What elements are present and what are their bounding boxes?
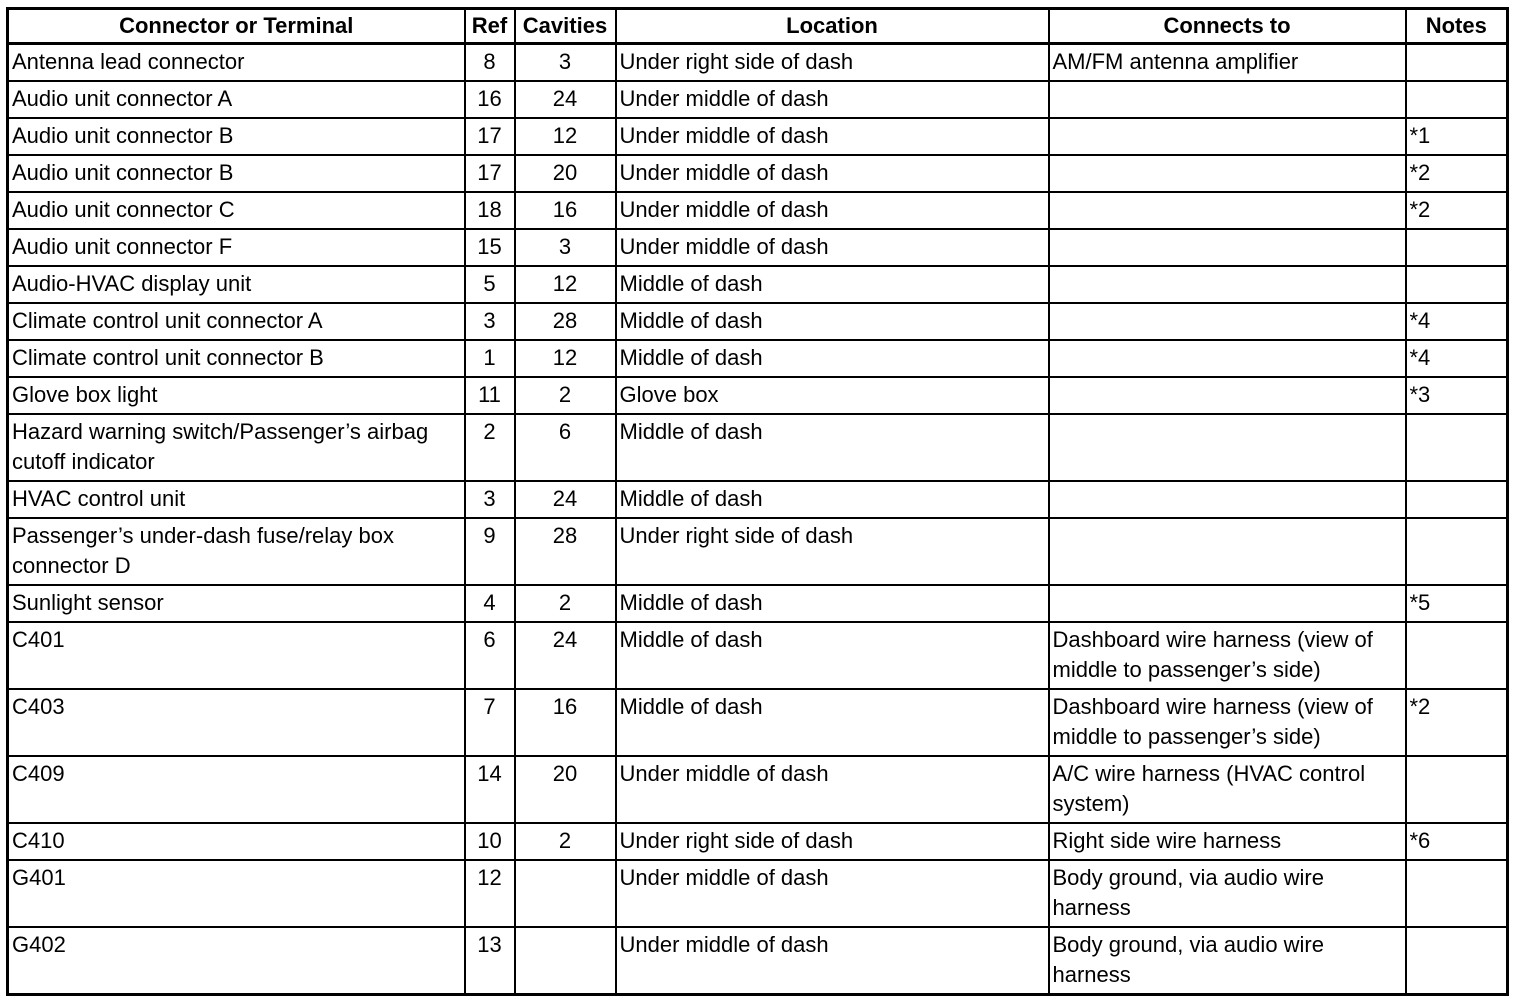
cell-notes: *4 xyxy=(1406,303,1508,340)
cell-notes: *1 xyxy=(1406,118,1508,155)
table-row xyxy=(8,585,1508,622)
cell-location: Under right side of dash xyxy=(616,44,1049,82)
cell-connects-to xyxy=(1049,481,1406,518)
cell-notes xyxy=(1406,229,1508,266)
cell-location: Under middle of dash xyxy=(616,118,1049,155)
cell-notes: *2 xyxy=(1406,192,1508,229)
cell-location: Middle of dash xyxy=(616,340,1049,377)
cell-ref: 9 xyxy=(465,518,515,585)
cell-location: Under middle of dash xyxy=(616,756,1049,823)
cell-cavities: 16 xyxy=(515,689,616,756)
cell-notes xyxy=(1406,81,1508,118)
cell-ref: 3 xyxy=(465,481,515,518)
cell-notes: *4 xyxy=(1406,340,1508,377)
cell-connector: Hazard warning switch/Passenger’s airbag cutoff indicator xyxy=(8,414,465,481)
cell-ref: 11 xyxy=(465,377,515,414)
cell-location: Under middle of dash xyxy=(616,927,1049,995)
cell-connector: C403 xyxy=(8,689,465,756)
cell-ref: 14 xyxy=(465,756,515,823)
table-row xyxy=(8,481,1508,518)
cell-connector: Audio unit connector B xyxy=(8,118,465,155)
cell-ref: 15 xyxy=(465,229,515,266)
cell-connector: Sunlight sensor xyxy=(8,585,465,622)
cell-ref: 13 xyxy=(465,927,515,995)
cell-location: Under middle of dash xyxy=(616,192,1049,229)
table-row xyxy=(8,689,1508,756)
cell-notes xyxy=(1406,266,1508,303)
cell-ref: 5 xyxy=(465,266,515,303)
table-row xyxy=(8,229,1508,266)
cell-location: Under right side of dash xyxy=(616,823,1049,860)
cell-notes: *2 xyxy=(1406,689,1508,756)
cell-location: Middle of dash xyxy=(616,585,1049,622)
cell-connects-to: Body ground, via audio wire harness xyxy=(1049,927,1406,995)
cell-cavities: 3 xyxy=(515,229,616,266)
cell-connects-to xyxy=(1049,118,1406,155)
cell-cavities: 24 xyxy=(515,622,616,689)
cell-connector: Climate control unit connector B xyxy=(8,340,465,377)
cell-notes: *6 xyxy=(1406,823,1508,860)
cell-ref: 6 xyxy=(465,622,515,689)
cell-cavities: 2 xyxy=(515,585,616,622)
table-row xyxy=(8,860,1508,927)
cell-connector: Passenger’s under-dash fuse/relay box connector D xyxy=(8,518,465,585)
cell-connector: C409 xyxy=(8,756,465,823)
table-row xyxy=(8,340,1508,377)
cell-cavities xyxy=(515,860,616,927)
cell-connects-to xyxy=(1049,81,1406,118)
table-row xyxy=(8,622,1508,689)
cell-location: Middle of dash xyxy=(616,303,1049,340)
cell-ref: 16 xyxy=(465,81,515,118)
cell-ref: 2 xyxy=(465,414,515,481)
cell-cavities: 28 xyxy=(515,303,616,340)
cell-connector: Audio unit connector B xyxy=(8,155,465,192)
cell-notes: *2 xyxy=(1406,155,1508,192)
cell-ref: 1 xyxy=(465,340,515,377)
header-cavities: Cavities xyxy=(515,9,616,44)
cell-cavities: 12 xyxy=(515,118,616,155)
cell-cavities: 24 xyxy=(515,81,616,118)
cell-ref: 7 xyxy=(465,689,515,756)
table-row xyxy=(8,756,1508,823)
cell-notes: *3 xyxy=(1406,377,1508,414)
cell-location: Middle of dash xyxy=(616,689,1049,756)
cell-cavities: 2 xyxy=(515,377,616,414)
header-connector: Connector or Terminal xyxy=(8,9,465,44)
cell-connects-to: Dashboard wire harness (view of middle to passenger’s side) xyxy=(1049,622,1406,689)
cell-connector: Glove box light xyxy=(8,377,465,414)
cell-notes xyxy=(1406,518,1508,585)
cell-connects-to xyxy=(1049,377,1406,414)
cell-cavities: 3 xyxy=(515,44,616,82)
cell-connector: C410 xyxy=(8,823,465,860)
cell-connects-to: A/C wire harness (HVAC control system) xyxy=(1049,756,1406,823)
header-ref: Ref xyxy=(465,9,515,44)
table-row xyxy=(8,44,1508,82)
cell-ref: 18 xyxy=(465,192,515,229)
cell-location: Middle of dash xyxy=(616,414,1049,481)
cell-ref: 12 xyxy=(465,860,515,927)
cell-location: Under middle of dash xyxy=(616,155,1049,192)
table-body xyxy=(8,44,1508,995)
cell-ref: 10 xyxy=(465,823,515,860)
cell-connects-to: Dashboard wire harness (view of middle to passenger’s side) xyxy=(1049,689,1406,756)
table-row xyxy=(8,927,1508,995)
cell-connector: G402 xyxy=(8,927,465,995)
cell-location: Under middle of dash xyxy=(616,860,1049,927)
cell-notes xyxy=(1406,44,1508,82)
cell-connector: Climate control unit connector A xyxy=(8,303,465,340)
cell-location: Under middle of dash xyxy=(616,81,1049,118)
cell-ref: 8 xyxy=(465,44,515,82)
cell-location: Glove box xyxy=(616,377,1049,414)
cell-cavities: 28 xyxy=(515,518,616,585)
cell-cavities: 6 xyxy=(515,414,616,481)
table-row xyxy=(8,155,1508,192)
cell-connects-to xyxy=(1049,229,1406,266)
cell-location: Under right side of dash xyxy=(616,518,1049,585)
cell-location: Middle of dash xyxy=(616,481,1049,518)
cell-connector: Audio-HVAC display unit xyxy=(8,266,465,303)
cell-connects-to xyxy=(1049,266,1406,303)
cell-connects-to xyxy=(1049,414,1406,481)
cell-cavities xyxy=(515,927,616,995)
cell-connector: C401 xyxy=(8,622,465,689)
cell-notes xyxy=(1406,927,1508,995)
table-row xyxy=(8,266,1508,303)
cell-connector: HVAC control unit xyxy=(8,481,465,518)
cell-notes xyxy=(1406,622,1508,689)
cell-connector: Audio unit connector C xyxy=(8,192,465,229)
cell-connects-to xyxy=(1049,303,1406,340)
cell-connects-to xyxy=(1049,518,1406,585)
cell-cavities: 20 xyxy=(515,155,616,192)
cell-ref: 4 xyxy=(465,585,515,622)
cell-connector: Audio unit connector F xyxy=(8,229,465,266)
cell-notes xyxy=(1406,481,1508,518)
table-row xyxy=(8,303,1508,340)
cell-connects-to xyxy=(1049,192,1406,229)
cell-ref: 17 xyxy=(465,118,515,155)
cell-connects-to: Right side wire harness xyxy=(1049,823,1406,860)
cell-location: Middle of dash xyxy=(616,266,1049,303)
cell-connects-to: AM/FM antenna amplifier xyxy=(1049,44,1406,82)
header-notes: Notes xyxy=(1406,9,1508,44)
header-row xyxy=(8,9,1508,44)
cell-cavities: 16 xyxy=(515,192,616,229)
cell-location: Middle of dash xyxy=(616,622,1049,689)
header-connects-to: Connects to xyxy=(1049,9,1406,44)
cell-connects-to xyxy=(1049,340,1406,377)
connector-table xyxy=(6,7,1509,996)
table-row xyxy=(8,118,1508,155)
table-row xyxy=(8,192,1508,229)
cell-connector: Audio unit connector A xyxy=(8,81,465,118)
table-row xyxy=(8,518,1508,585)
cell-cavities: 12 xyxy=(515,340,616,377)
table-row xyxy=(8,823,1508,860)
table-row xyxy=(8,414,1508,481)
cell-cavities: 12 xyxy=(515,266,616,303)
cell-connector: G401 xyxy=(8,860,465,927)
table-row xyxy=(8,377,1508,414)
header-location: Location xyxy=(616,9,1049,44)
cell-ref: 17 xyxy=(465,155,515,192)
cell-connects-to xyxy=(1049,155,1406,192)
cell-connects-to xyxy=(1049,585,1406,622)
cell-notes xyxy=(1406,860,1508,927)
table-row xyxy=(8,81,1508,118)
cell-notes xyxy=(1406,414,1508,481)
cell-connects-to: Body ground, via audio wire harness xyxy=(1049,860,1406,927)
cell-location: Under middle of dash xyxy=(616,229,1049,266)
cell-cavities: 20 xyxy=(515,756,616,823)
cell-connector: Antenna lead connector xyxy=(8,44,465,82)
cell-notes: *5 xyxy=(1406,585,1508,622)
cell-notes xyxy=(1406,756,1508,823)
cell-ref: 3 xyxy=(465,303,515,340)
cell-cavities: 24 xyxy=(515,481,616,518)
cell-cavities: 2 xyxy=(515,823,616,860)
